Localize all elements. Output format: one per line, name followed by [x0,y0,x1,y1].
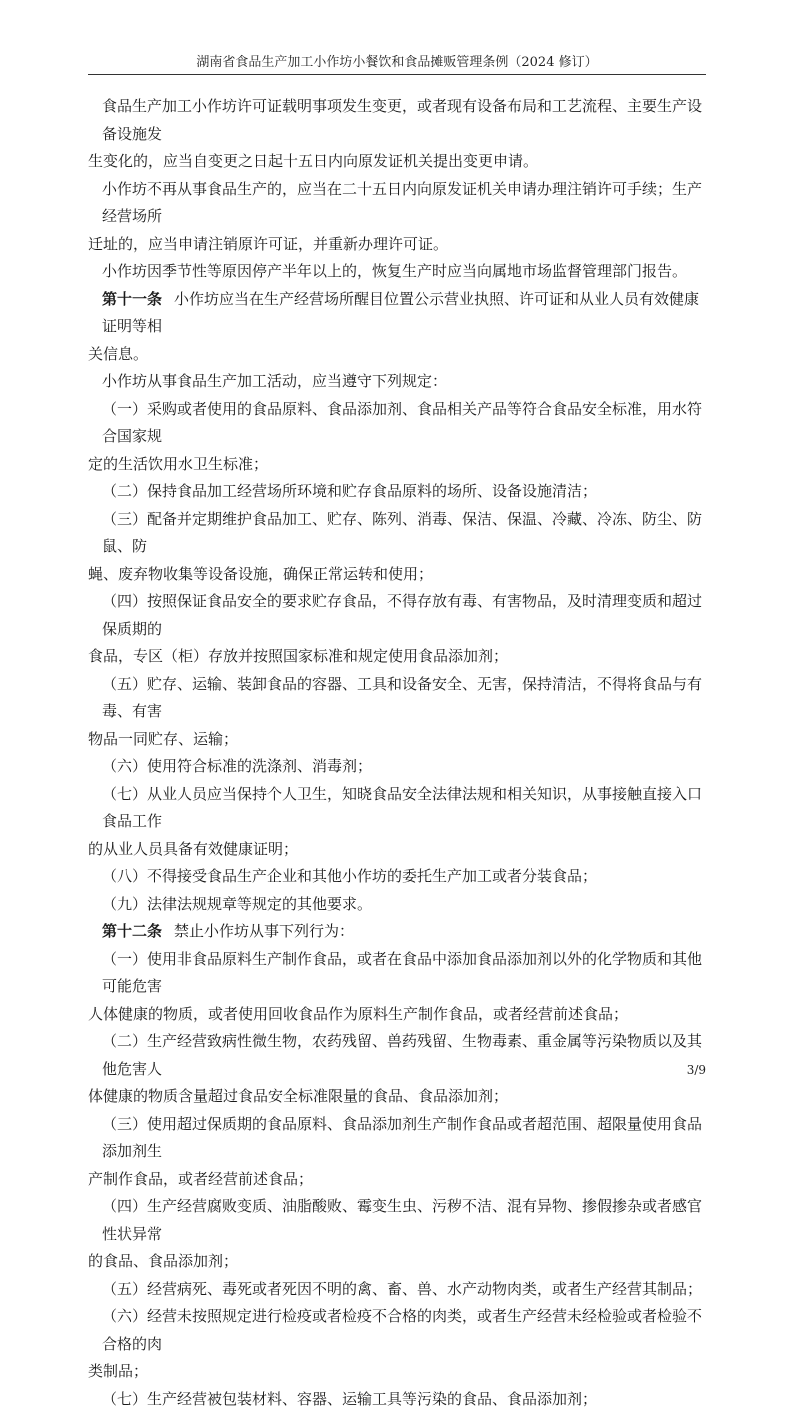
list-item: （四）生产经营腐败变质、油脂酸败、霉变生虫、污秽不洁、混有异物、掺假掺杂或者感官性状异常 [102,1193,706,1248]
document-body [102,93,706,1413]
list-item: （六）使用符合标准的洗涤剂、消毒剂； [102,753,706,781]
article-text: 禁止小作坊从事下列行为： [174,922,354,940]
paragraph-line: 食品生产加工小作坊许可证载明事项发生变更，或者现有设备布局和工艺流程、主要生产设备设施发 [102,93,706,148]
list-item: （二）保持食品加工经营场所环境和贮存食品原料的场所、设备设施清洁； [102,478,706,506]
list-item-continuation: 的从业人员具备有效健康证明； [88,836,706,864]
paragraph [102,93,706,176]
page-header-title: 湖南省食品生产加工小作坊小餐饮和食品摊贩管理条例（2024 修订） [88,55,706,71]
list-item: （七）从业人员应当保持个人卫生，知晓食品安全法律法规和相关知识，从事接触直接入口食品工作 [102,781,706,836]
paragraph-line: 关信息。 [88,341,706,369]
header-divider [88,74,706,75]
list-item: （一）采购或者使用的食品原料、食品添加剂、食品相关产品等符合食品安全标准，用水符合国家规 [102,396,706,451]
article-heading-line [102,918,706,946]
article-number: 第十二条 [102,922,162,940]
list-item: （二）生产经营致病性微生物，农药残留、兽药残留、生物毒素、重金属等污染物质以及其他危害人 [102,1028,706,1083]
list-item-continuation: 人体健康的物质，或者使用回收食品作为原料生产制作食品，或者经营前述食品； [88,1001,706,1029]
paragraph-line: 小作坊不再从事食品生产的，应当在二十五日内向原发证机关申请办理注销许可手续；生产经营场所 [102,176,706,231]
paragraph [102,176,706,259]
list-item-continuation: 定的生活饮用水卫生标准； [88,451,706,479]
paragraph-line: 小作坊因季节性等原因停产半年以上的，恢复生产时应当向属地市场监督管理部门报告。 [102,258,706,286]
article-intro: 小作坊从事食品生产加工活动，应当遵守下列规定： [102,368,706,396]
list-item: （八）不得接受食品生产企业和其他小作坊的委托生产加工或者分装食品； [102,863,706,891]
paragraph-line: 生变化的，应当自变更之日起十五日内向原发证机关提出变更申请。 [88,148,706,176]
list-item-continuation: 物品一同贮存、运输； [88,726,706,754]
article-heading-line [102,286,706,341]
page-number: 3/9 [687,1063,706,1077]
article-11 [102,286,706,919]
list-item: （九）法律法规规章等规定的其他要求。 [102,891,706,919]
list-item-continuation: 食品，专区（柜）存放并按照国家标准和规定使用食品添加剂； [88,643,706,671]
article-12 [102,918,706,1413]
list-item: （七）生产经营被包装材料、容器、运输工具等污染的食品、食品添加剂； [102,1386,706,1413]
list-item-continuation: 蝇、废弃物收集等设备设施，确保正常运转和使用； [88,561,706,589]
list-item-continuation: 的食品、食品添加剂； [88,1248,706,1276]
list-item: （六）经营未按照规定进行检疫或者检疫不合格的肉类，或者生产经营未经检验或者检验不合格的肉 [102,1303,706,1358]
article-text: 小作坊应当在生产经营场所醒目位置公示营业执照、许可证和从业人员有效健康证明等相 [102,290,699,336]
paragraph [102,258,706,286]
list-item-continuation: 产制作食品，或者经营前述食品； [88,1166,706,1194]
list-item: （三）使用超过保质期的食品原料、食品添加剂生产制作食品或者超范围、超限量使用食品添加剂生 [102,1111,706,1166]
list-item: （四）按照保证食品安全的要求贮存食品，不得存放有毒、有害物品，及时清理变质和超过保质期的 [102,588,706,643]
list-item-continuation: 类制品； [88,1358,706,1386]
article-number: 第十一条 [102,290,162,308]
list-item: （五）贮存、运输、装卸食品的容器、工具和设备安全、无害，保持清洁，不得将食品与有毒、有害 [102,671,706,726]
list-item-continuation: 体健康的物质含量超过食品安全标准限量的食品、食品添加剂； [88,1083,706,1111]
list-item: （五）经营病死、毒死或者死因不明的禽、畜、兽、水产动物肉类，或者生产经营其制品； [102,1276,706,1304]
paragraph-line: 迁址的，应当申请注销原许可证，并重新办理许可证。 [88,231,706,259]
list-item: （三）配备并定期维护食品加工、贮存、陈列、消毒、保洁、保温、冷藏、冷冻、防尘、防鼠、防 [102,506,706,561]
list-item: （一）使用非食品原料生产制作食品，或者在食品中添加食品添加剂以外的化学物质和其他可能危害 [102,946,706,1001]
